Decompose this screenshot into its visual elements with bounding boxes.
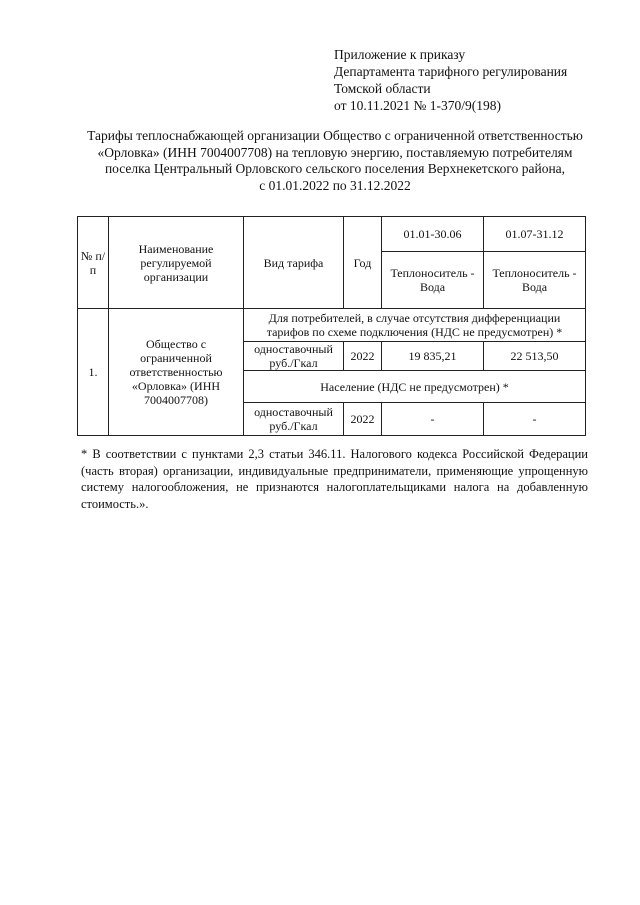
header-year: Год [344, 217, 382, 309]
appendix-line-4: от 10.11.2021 № 1-370/9(198) [334, 98, 501, 113]
appendix-line-1: Приложение к приказу [334, 47, 466, 62]
footnote: * В соответствии с пунктами 2,3 статьи 346.11. Налогового кодекса Российской Федерации (часть вторая) организации, индивидуальные предприниматели, применяющие упрощенную систему налогообложения, не признаются налогоплательщиками налога на добавленную стоимость.». [81, 447, 588, 511]
header-org: Наименование регулируемой организации [109, 217, 244, 309]
document-title [40, 128, 630, 194]
section-1-value-2: 22 513,50 [484, 342, 586, 371]
section-2-title: Население (НДС не предусмотрен) * [244, 371, 586, 403]
section-2-tariff: одноставочный руб./Гкал [244, 403, 344, 436]
header-num: № п/п [78, 217, 109, 309]
section-1-tariff: одноставочный руб./Гкал [244, 342, 344, 371]
header-tariff-type: Вид тарифа [244, 217, 344, 309]
header-carrier-2: Теплоноситель - Вода [484, 252, 586, 309]
appendix-line-2: Департамента тарифного регулирования [334, 64, 568, 79]
row-num: 1. [78, 309, 109, 436]
header-carrier-1: Теплоноситель - Вода [382, 252, 484, 309]
header-period-1: 01.01-30.06 [382, 217, 484, 252]
table-row [78, 309, 586, 342]
section-1-value-1: 19 835,21 [382, 342, 484, 371]
title-line-1: Тарифы теплоснабжающей организации Общество с ограниченной ответственностью [87, 128, 583, 143]
tariff-table [77, 216, 586, 436]
header-period-2: 01.07-31.12 [484, 217, 586, 252]
section-2-year: 2022 [344, 403, 382, 436]
section-1-title: Для потребителей, в случае отсутствия дифференциации тарифов по схеме подключения (НДС не предусмотрен) * [244, 309, 586, 342]
org-name: Общество с ограниченной ответственностью «Орловка» (ИНН 7004007708) [109, 309, 244, 436]
title-line-2: «Орловка» (ИНН 7004007708) на тепловую энергию, поставляемую потребителям [97, 144, 573, 160]
appendix-line-3: Томской области [334, 81, 431, 96]
section-1-year: 2022 [344, 342, 382, 371]
table-header-row [78, 217, 586, 252]
section-2-value-1: - [382, 403, 484, 436]
section-2-value-2: - [484, 403, 586, 436]
title-line-3: поселка Центральный Орловского сельского поселения Верхнекетского района, [104, 161, 566, 176]
title-line-4: с 01.01.2022 по 31.12.2022 [259, 177, 411, 193]
appendix-header [334, 46, 567, 114]
